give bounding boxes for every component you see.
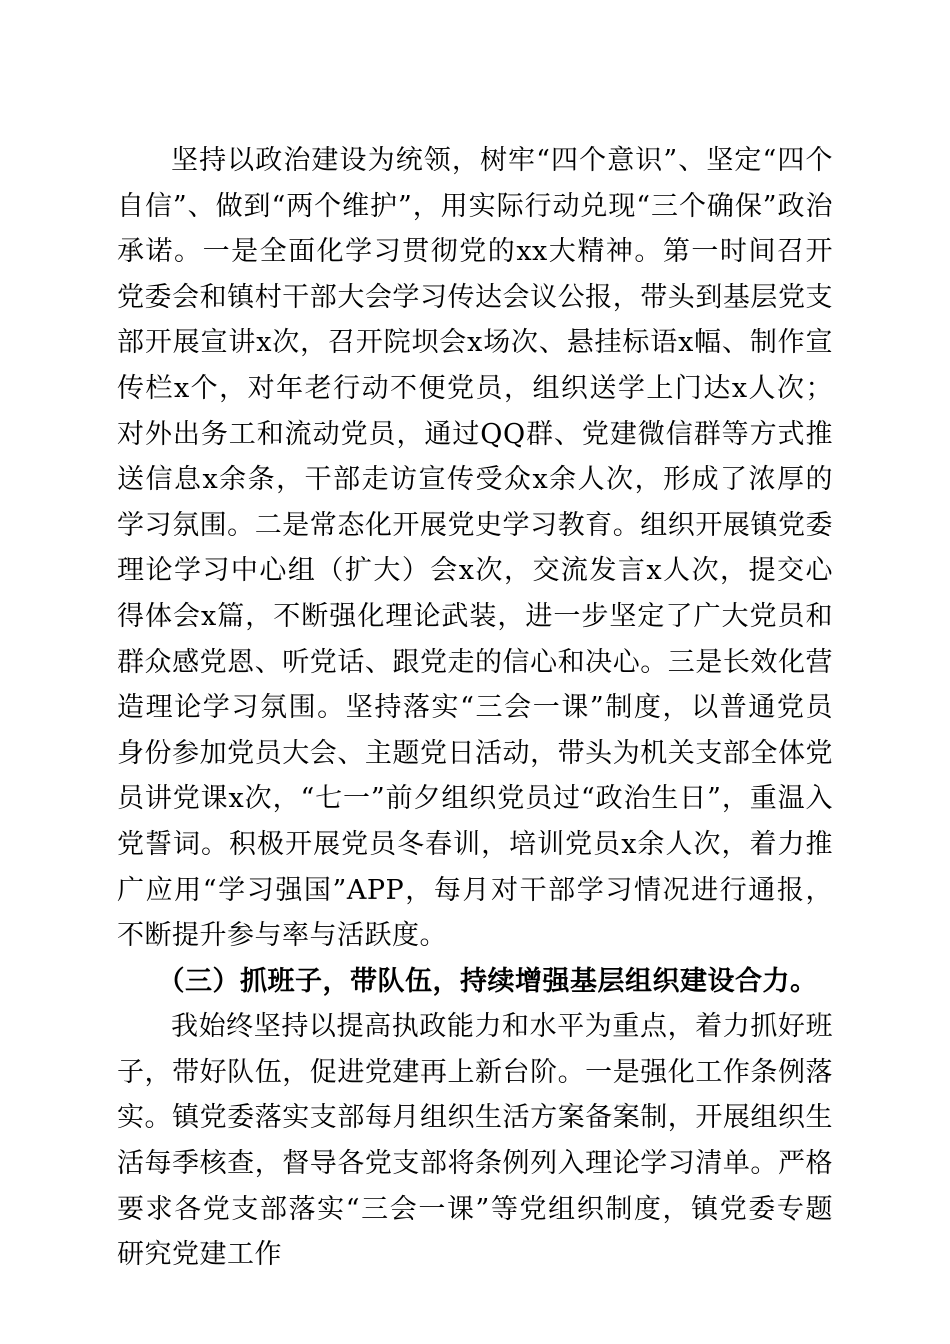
paragraph-team-building: 我始终坚持以提高执政能力和水平为重点，着力抓好班子，带好队伍，促进党建再上新台阶。一是强化工作条例落实。镇党委落实支部每月组织生活方案备案制，开展组织生活每季核查，督导各党支部将条例列入理论学习清单。严格要求各党支部落实“三会一课”等党组织制度，镇党委专题研究党建工作	[117, 1011, 833, 1271]
section-heading-3: （三）抓班子，带队伍，持续增强基层组织建设合力。	[157, 965, 818, 997]
document-body	[117, 138, 833, 1278]
paragraph-political-building: 坚持以政治建设为统领，树牢“四个意识”、坚定“四个自信”、做到“两个维护”，用实际行动兑现“三个确保”政治承诺。一是全面化学习贯彻党的xx大精神。第一时间召开党委会和镇村干部大会学习传达会议公报，带头到基层党支部开展宣讲x次，召开院坝会x场次、悬挂标语x幅、制作宣传栏x个，对年老行动不便党员，组织送学上门达x人次；对外出务工和流动党员，通过QQ群、党建微信群等方式推送信息x余条，干部走访宣传受众x余人次，形成了浓厚的学习氛围。二是常态化开展党史学习教育。组织开展镇党委理论学习中心组（扩大）会x次，交流发言x人次，提交心得体会x篇，不断强化理论武装，进一步坚定了广大党员和群众感党恩、听党话、跟党走的信心和决心。三是长效化营造理论学习氛围。坚持落实“三会一课”制度，以普通党员身份参加党员大会、主题党日活动，带头为机关支部全体党员讲党课x次，“七一”前夕组织党员过“政治生日”，重温入党誓词。积极开展党员冬春训，培训党员x余人次，着力推广应用“学习强国”APP，每月对干部学习情况进行通报，不断提升参与率与活跃度。	[117, 145, 833, 952]
